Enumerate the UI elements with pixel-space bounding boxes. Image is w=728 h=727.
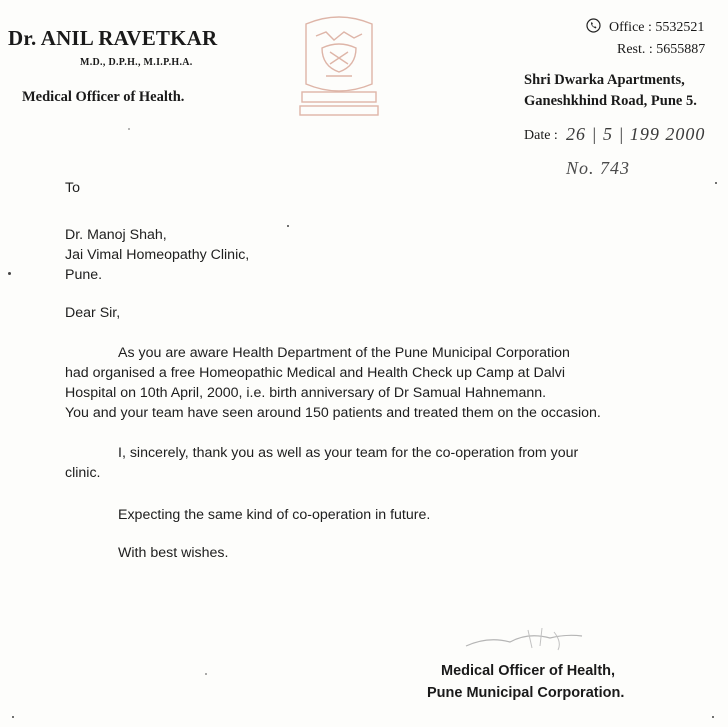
letterhead-qualifications: M.D., D.P.H., M.I.P.H.A. [80, 57, 193, 68]
paragraph-1 [65, 343, 601, 423]
paragraph-line: Hospital on 10th April, 2000, i.e. birth anniversary of Dr Samual Hahnemann. [65, 385, 547, 401]
handwritten-reference: No. 743 [566, 158, 631, 178]
address-line-1: Shri Dwarka Apartments, [524, 72, 685, 88]
scan-speck [8, 272, 11, 275]
addressee-line: Pune. [65, 267, 103, 283]
paragraph-3: Expecting the same kind of co-operation in future. [118, 507, 431, 523]
paragraph-2 [65, 443, 578, 483]
addressee-block [65, 225, 249, 285]
footer-organisation: Pune Municipal Corporation. [427, 685, 625, 701]
signature-icon [458, 622, 588, 658]
addressee-line: Jai Vimal Homeopathy Clinic, [65, 247, 250, 263]
closing: With best wishes. [118, 545, 229, 561]
scan-speck [715, 182, 717, 184]
salutation-to: To [65, 180, 80, 196]
footer-title: Medical Officer of Health, [441, 663, 616, 679]
paragraph-line: You and your team have seen around 150 patients and treated them on the occasion. [65, 405, 601, 421]
handwritten-date: 26 | 5 | 199 2000 [566, 124, 706, 144]
scan-speck [287, 225, 289, 227]
paragraph-line: As you are aware Health Department of the Pune Municipal Corporation [118, 345, 570, 361]
scan-speck [12, 716, 14, 718]
scan-speck [128, 128, 130, 130]
scan-speck [712, 716, 714, 718]
scan-speck [205, 673, 207, 675]
paragraph-line: had organised a free Homeopathic Medical and Health Check up Camp at Dalvi [65, 365, 565, 381]
municipal-seal-icon [296, 14, 382, 120]
phone-icon [586, 18, 601, 33]
paragraph-line: I, sincerely, thank you as well as your team for the co-operation from your [118, 445, 579, 461]
letterhead-name: Dr. ANIL RAVETKAR [8, 26, 218, 50]
letterhead-designation: Medical Officer of Health. [22, 89, 185, 105]
addressee-line: Dr. Manoj Shah, [65, 227, 167, 243]
greeting: Dear Sir, [65, 305, 121, 321]
residence-phone: Rest. : 5655887 [617, 42, 706, 57]
address-line-2: Ganeshkhind Road, Pune 5. [524, 93, 697, 109]
office-phone: Office : 5532521 [609, 20, 705, 35]
paragraph-line: clinic. [65, 465, 101, 481]
date-label: Date : [524, 128, 558, 143]
